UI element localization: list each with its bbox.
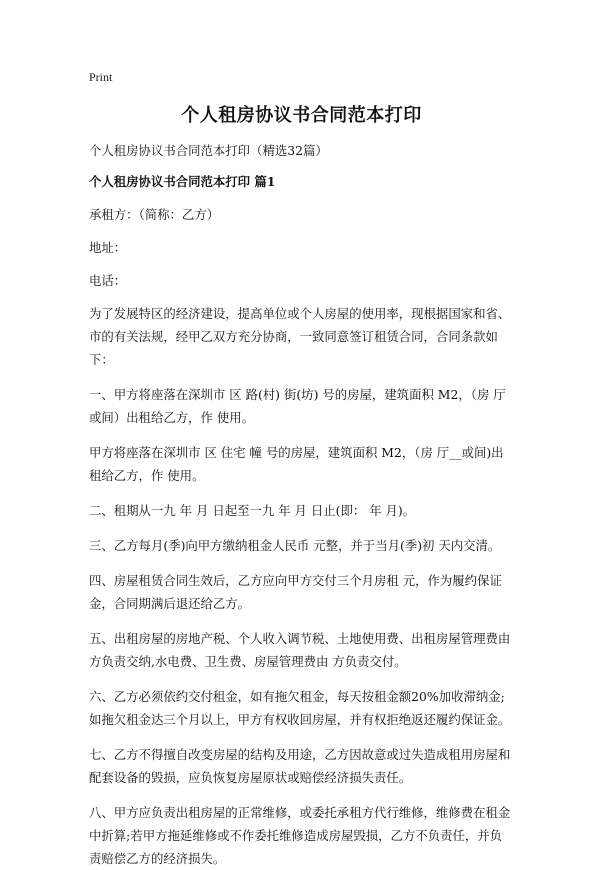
- clause-5-paragraph: 五、出租房屋的房地产税、个人收入调节税、土地使用费、出租房屋管理费由 方负责交纳,水电费、卫生费、房屋管理费由 方负责交付。: [89, 631, 511, 669]
- clause-7-paragraph: 七、乙方不得擅自改变房屋的结构及用途，乙方因故意或过失造成租用房屋和配套设备的毁损，应负恢复房屋原状或赔偿经济损失责任。: [89, 747, 511, 785]
- section-heading: 个人租房协议书合同范本打印 篇1: [89, 174, 276, 189]
- clause-3-paragraph: 三、乙方每月(季)向甲方缴纳租金人民币 元整，并于当月(季)初 天内交清。: [89, 538, 501, 553]
- document-subtitle: 个人租房协议书合同范本打印（精选32篇）: [89, 143, 328, 158]
- print-link[interactable]: Print: [89, 70, 113, 84]
- phone-field: 电话：: [89, 273, 127, 288]
- clause-2-paragraph: 二、租期从一九 年 月 日起至一九 年 月 日止(即： 年 月)。: [89, 503, 416, 518]
- page-title: 个人租房协议书合同范本打印: [181, 105, 422, 126]
- clause-4-paragraph: 四、房屋租赁合同生效后，乙方应向甲方交付三个月房租 元，作为履约保证金，合同期满后退还给乙方。: [89, 573, 502, 611]
- address-field: 地址：: [89, 240, 127, 255]
- preamble-paragraph: 为了发展特区的经济建设，提高单位或个人房屋的使用率，现根据国家和省、市的有关法规，经甲乙双方充分协商，一致同意签订租赁合同，合同条款如下：: [89, 306, 511, 367]
- lessee-field: 承租方：（简称：乙方）: [89, 207, 220, 222]
- clause-8-paragraph: 八、甲方应负责出租房屋的正常维修，或委托承租方代行维修，维修费在租金中折算;若甲方拖延维修或不作委托维修造成房屋毁损，乙方不负责任，并负责赔偿乙方的经济损失。: [89, 805, 511, 866]
- clause-6-paragraph: 六、乙方必须依约交付租金，如有拖欠租金，每天按租金额20%加收滞纳金;如拖欠租金达三个月以上，甲方有权收回房屋，并有权拒绝返还履约保证金。: [89, 689, 511, 727]
- clause-1-alt-paragraph: 甲方将座落在深圳市 区 住宅 幢 号的房屋，建筑面积 M2，（房 厅__或间)出租给乙方，作 使用。: [89, 445, 504, 483]
- clause-1-paragraph: 一、甲方将座落在深圳市 区 路(村) 街(坊) 号的房屋，建筑面积 M2，（房 厅或间）出租给乙方，作 使用。: [89, 387, 506, 425]
